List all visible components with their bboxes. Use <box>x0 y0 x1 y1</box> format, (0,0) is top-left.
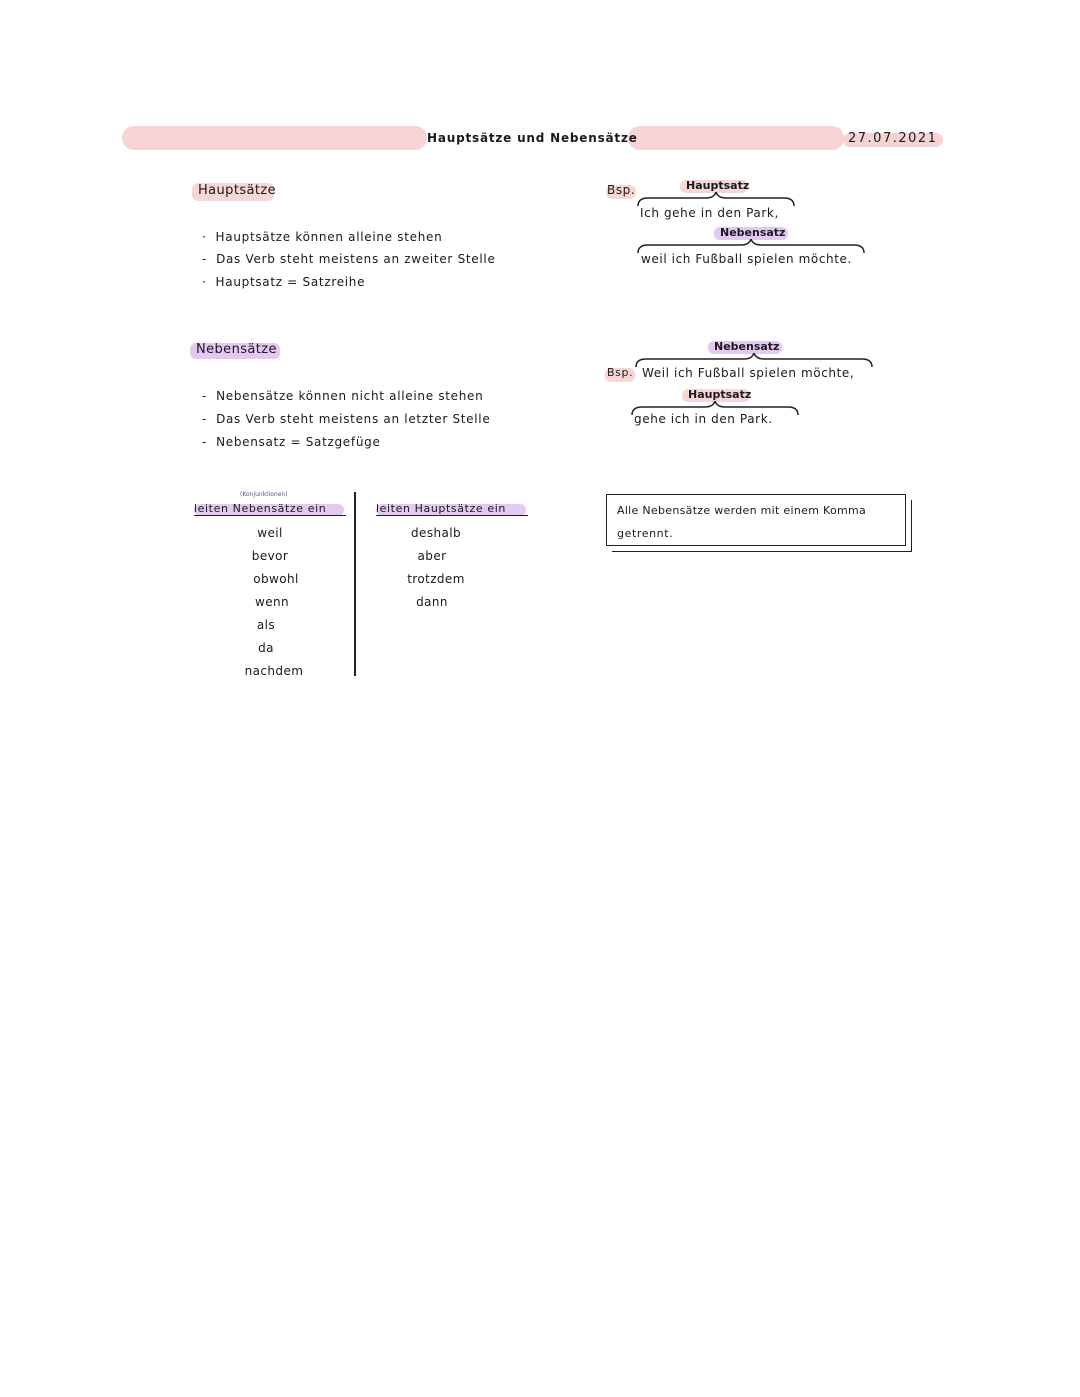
example2-line2: gehe ich in den Park. <box>634 412 773 426</box>
table-col2-header: leiten Hauptsätze ein <box>376 502 528 516</box>
example2-hauptsatz-label: Hauptsatz <box>688 388 752 401</box>
table-col2-cell: aber <box>417 549 447 563</box>
example2-line1: Weil ich Fußball spielen möchte, <box>642 366 855 380</box>
comma-rule-line2: getrennt. <box>617 527 674 540</box>
nebensaetze-bullet-3: - Nebensatz = Satzgefüge <box>202 435 381 449</box>
table-col1-cell: da <box>258 641 274 655</box>
table-col2-cell: dann <box>416 595 448 609</box>
nebensaetze-bullet-2: - Das Verb steht meistens an letzter Stelle <box>202 412 491 426</box>
table-note: (Konjunktionen) <box>240 491 288 498</box>
hauptsaetze-bullet-3: · Hauptsatz = Satzreihe <box>202 275 366 289</box>
table-col1-header: leiten Nebensätze ein <box>194 502 346 516</box>
table-divider <box>354 492 356 676</box>
example1-bsp: Bsp. <box>607 183 636 197</box>
table-col1-cell: bevor <box>251 549 289 563</box>
nebensaetze-heading: Nebensätze <box>196 342 277 357</box>
hauptsaetze-bullet-2: - Das Verb steht meistens an zweiter Stelle <box>202 252 496 266</box>
example2-nebensatz-label: Nebensatz <box>714 340 780 353</box>
page-date: 27.07.2021 <box>848 131 938 146</box>
example1-line2: weil ich Fußball spielen möchte. <box>641 252 852 266</box>
example1-nebensatz-label: Nebensatz <box>720 226 786 239</box>
nebensaetze-bullet-1: - Nebensätze können nicht alleine stehen <box>202 389 484 403</box>
page-title: Hauptsätze und Nebensätze <box>427 131 638 145</box>
hauptsaetze-heading: Hauptsätze <box>198 183 276 198</box>
example1-hauptsatz-label: Hauptsatz <box>686 179 750 192</box>
comma-rule-line1: Alle Nebensätze werden mit einem Komma <box>617 504 867 517</box>
table-col2-cell: trotzdem <box>407 572 465 586</box>
table-col2-cell: deshalb <box>411 526 461 540</box>
header-bar-left <box>122 126 427 150</box>
header-bar-right <box>628 126 844 150</box>
table-col1-cell: wenn <box>254 595 289 609</box>
example1-line1: Ich gehe in den Park, <box>640 206 779 220</box>
example2-bsp: Bsp. <box>607 366 634 379</box>
table-col1-cell: obwohl <box>253 572 299 586</box>
hauptsaetze-bullet-1: · Hauptsätze können alleine stehen <box>202 230 443 244</box>
table-col1-cell: nachdem <box>244 664 304 678</box>
table-col1-cell: als <box>256 618 276 632</box>
table-col1-cell: weil <box>257 526 283 540</box>
